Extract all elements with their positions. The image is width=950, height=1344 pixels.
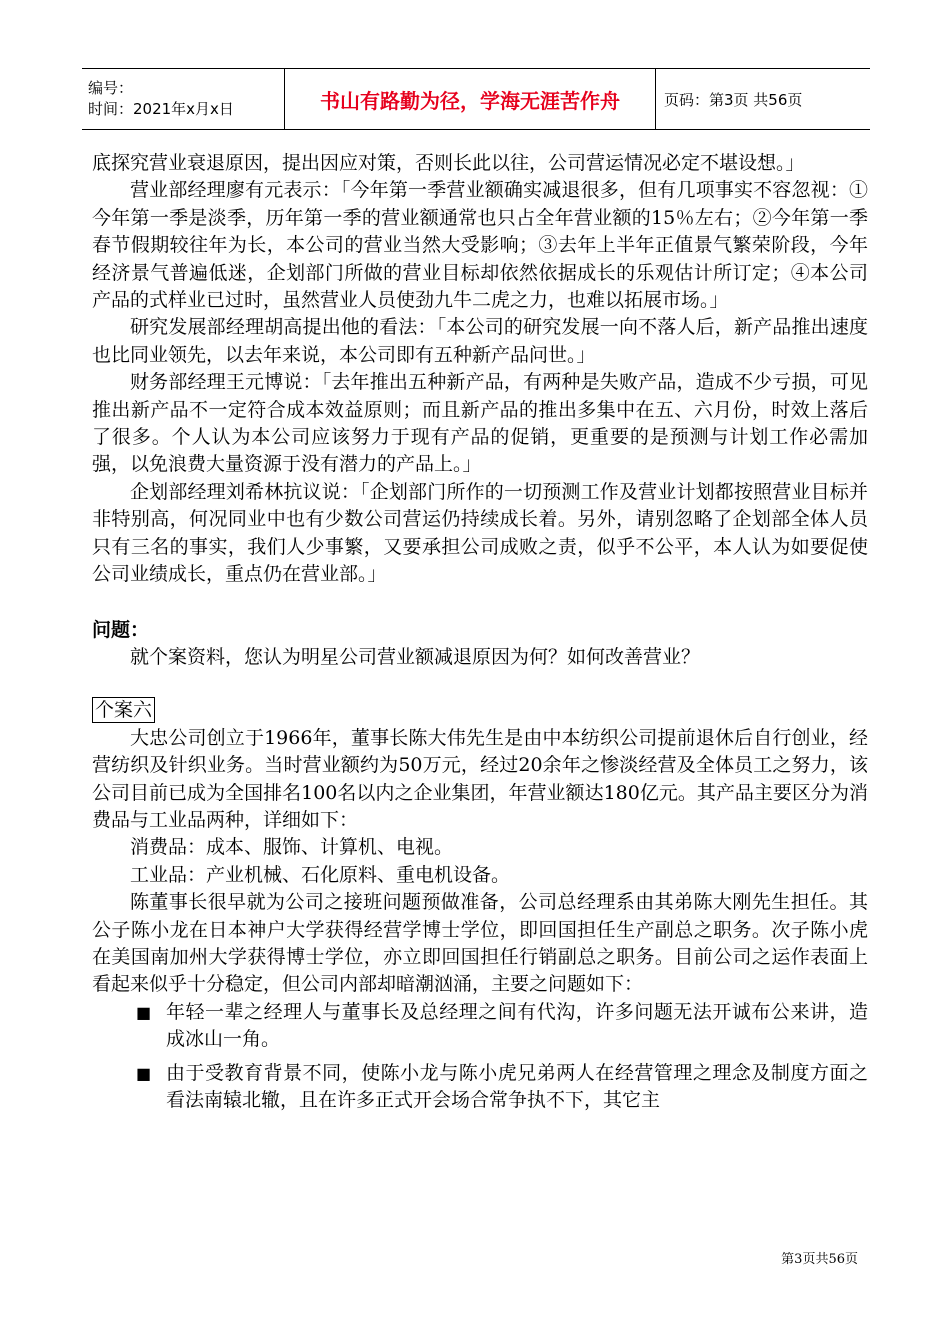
list-item — [136, 999, 868, 1054]
paragraph: 营业部经理廖有元表示：「今年第一季营业额确实减退很多，但有几项事实不容忽视：①今年第一季是淡季，历年第一季的营业额通常也只占全年营业额的15％左右；②今年第一季春节假期较往年为长，本公司的营业当然大受影响；③去年上半年正值景气繁荣阶段，今年经济景气普遍低迷，企划部门所做的营业目标却依然依据成长的乐观估计所订定；④本公司产品的式样业已过时，虽然营业人员使劲九牛二虎之力，也难以拓展市场。」 — [92, 179, 868, 312]
list-item — [136, 1060, 868, 1115]
header-page: 页码：第3页 共56页 — [664, 90, 803, 109]
paragraph: 大忠公司创立于1966年，董事长陈大伟先生是由中本纺织公司提前退休后自行创业，经营纺织及针织业务。当时营业额约为50万元，经过20余年之惨淡经营及全体员工之努力，该公司目前已成为全国排名100名以内之企业集团，年营业额达180亿元。其产品主要区分为消费品与工业品两种，详细如下： — [92, 726, 868, 831]
consumer-products: 消费品：成本、服饰、计算机、电视。 — [130, 836, 454, 859]
header-number: 编号： — [88, 79, 134, 97]
case-title: 个案六 — [92, 697, 155, 723]
paragraph: 研究发展部经理胡高提出他的看法：「本公司的研究发展一向不落人后，新产品推出速度也比同业领先，以去年来说，本公司即有五种新产品问世。」 — [92, 316, 868, 366]
question-text: 就个案资料，您认为明星公司营业额减退原因为何？如何改善营业？ — [130, 645, 701, 668]
list-item-text: 年轻一辈之经理人与董事长及总经理之间有代沟，许多问题无法开诚布公来讲，造成冰山一角。 — [166, 1000, 868, 1051]
bullet-square-icon: ■ — [136, 1063, 152, 1083]
header-motto: 书山有路勤为径，学海无涯苦作舟 — [284, 69, 656, 129]
bullet-square-icon: ■ — [136, 1002, 152, 1022]
paragraph: 财务部经理王元博说：「去年推出五种新产品，有两种是失败产品，造成不少亏损，可见推出新产品不一定符合成本效益原则；而且新产品的推出多集中在五、六月份，时效上落后了很多。个人认为本公司应该努力于现有产品的促销，更重要的是预测与计划工作必需加强，以免浪费大量资源于没有潜力的产品上。」 — [92, 371, 868, 476]
list-item-text: 由于受教育背景不同，使陈小龙与陈小虎兄弟两人在经营管理之理念及制度方面之看法南辕北辙，且在许多正式开会场合常争执不下，其它主 — [166, 1061, 868, 1111]
page-header — [82, 68, 870, 130]
page-footer: 第3页共56页 — [781, 1252, 858, 1267]
header-meta — [82, 69, 284, 129]
question-heading: 问题： — [92, 618, 150, 641]
header-date: 时间：2021年x月x日 — [88, 100, 234, 118]
document-body — [92, 150, 868, 1114]
paragraph: 企划部经理刘希林抗议说：「企划部门所作的一切预测工作及营业计划都按照营业目标并非特别高，何况同业中也有少数公司营运仍持续成长着。另外，请别忽略了企划部全体人员只有三名的事实，我们人少事繁，又要承担公司成败之责，似乎不公平，本人认为如要促使公司业绩成长，重点仍在营业部。」 — [92, 480, 868, 586]
paragraph: 陈董事长很早就为公司之接班问题预做准备，公司总经理系由其弟陈大刚先生担任。其公子陈小龙在日本神户大学获得经营学博士学位，即回国担任生产副总之职务。次子陈小虎在美国南加州大学获得博士学位，亦立即回国担任行销副总之职务。目前公司之运作表面上看起来似乎十分稳定，但公司内部却暗潮汹涌，主要之问题如下： — [92, 891, 868, 996]
paragraph: 底探究营业衰退原因，提出因应对策，否则长此以往，公司营运情况必定不堪设想。」 — [92, 152, 805, 174]
industrial-products: 工业品：产业机械、石化原料、重电机设备。 — [130, 863, 511, 886]
